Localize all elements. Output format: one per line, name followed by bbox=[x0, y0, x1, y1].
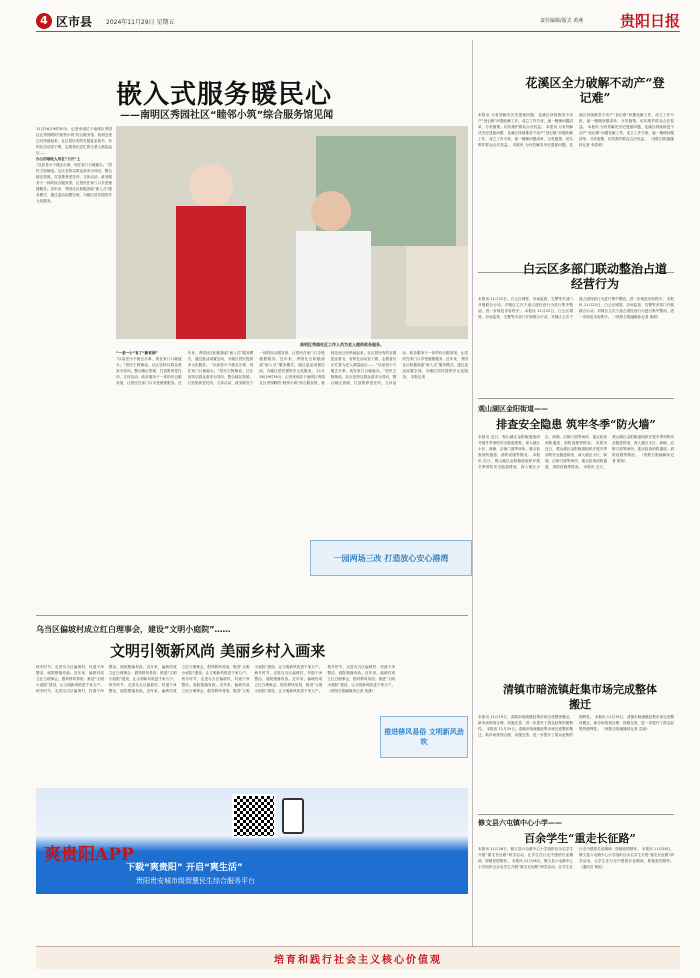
story3-body: 本报讯 11月22日，白云区城管、市场监管、交警等多部门开展联合行动，对辖区主次干道占道经营行为进行集中整治，进一步规范市容秩序。 本报讯 11月22日，白云区城管、市场监管、交警等多部门开展联合行动，对辖区主次干道占道经营行为进行集中整治，进一步规范市容秩序。 本报讯 11月22日，白云区城管、市场监管、交警等多部门开展联合行动，对辖区主次干道占道经营行为进行集中整治，进一步规范市容秩序。 （贵阳日报融媒体记者 黄娟） bbox=[478, 297, 674, 319]
story3-byline: （贵阳日报融媒体记者 黄娟） bbox=[612, 315, 661, 319]
story5-banner-text: 推进移风易俗 文明新风劲吹 bbox=[384, 728, 464, 746]
phone-icon bbox=[282, 798, 304, 834]
qr-code bbox=[232, 794, 276, 838]
story1-byline: 本报记者 bbox=[410, 375, 426, 379]
story1-columns: “一老一小”有了“新家园” “以前老小不便去办事，现在家门口就能办。”居民王阿姨说。社区坚持以群众需求为导向，整合辖区资源，打造集养老托幼、文体活动、政务服务于一体的综合服务馆，让居民在家门口享受便捷服务。近年来，秀园社区积极探索“嵌入式”服务模式，通过盘活闲置空间，为辖区居民提供多元化服务。 “以前老小不便去办事，现在家门口就能办。”居民王阿姨说。社区坚持以群众需求为导向，整合辖区资源，打造集养老托幼、文体活动、政务服务于一体的综合服务馆，让居民在家门口享受便捷服务。近年来，秀园社区积极探索“嵌入式”服务模式，通过盘活闲置空间，为辖区居民提供多元化服务。 11月26日9时30分，记者来到位于南明区秀园社区秀园路的“睦邻小筑”综合服务馆，看到这里已经热闹起来。社区居民有的在阅览室看书，有的在活动室下棋，志愿者们正忙着为老人测量血压…… “以前老小不便去办事，现在家门口就能办。”居民王阿姨说。社区坚持以群众需求为导向，整合辖区资源，打造集养老托幼、文体活动、政务服务于一体的综合服务馆，让居民在家门口享受便捷服务。近年来，秀园社区积极探索“嵌入式”服务模式，通过盘活闲置空间，为辖区居民提供多元化服务。 本报记者 bbox=[116, 351, 468, 385]
story1-title: 嵌入式服务暖民心 bbox=[116, 80, 333, 110]
header-rule bbox=[36, 31, 680, 32]
story5-byline: （贵阳日报融媒体记者 刘潇） bbox=[327, 689, 376, 693]
story1-bottom-rule bbox=[36, 615, 468, 616]
story3-title: 白云区多部门联动整治占道经营行为 bbox=[522, 262, 667, 291]
story5-banner bbox=[380, 716, 468, 758]
newspaper-logo: 贵阳日报 bbox=[620, 12, 681, 30]
story7-body: 本报讯 11月28日，修文县六屯镇中心小学组织百余名学生开展“重走长征路”研学活动，让学生在行走中感悟长征精神，厚植爱国情怀。 本报讯 11月28日，修文县六屯镇中心小学组织百余名学生开展“重走长征路”研学活动，让学生在行走中感悟长征精神，厚植爱国情怀。 本报讯 11月28日，修文县六屯镇中心小学组织百余名学生开展“重走长征路”研学活动，让学生在行走中感悟长征精神，厚植爱国情怀。 （通讯员 柯虹） bbox=[478, 847, 674, 869]
story1-caption: 南明区秀园社区工作人员为老人提供政务服务。 bbox=[300, 342, 384, 347]
story3-bottom-rule bbox=[478, 398, 674, 399]
footer-banner-text: 培育和践行社会主义核心价值观 bbox=[274, 954, 442, 966]
story7-byline: （通讯员 柯虹） bbox=[579, 865, 606, 869]
editor-credit: 责任编辑/版式 黄燕 bbox=[540, 18, 584, 24]
community-service-photo bbox=[116, 126, 468, 339]
issue-date: 2024年11月29日 星期五 bbox=[106, 19, 175, 26]
right-column-divider bbox=[472, 40, 473, 960]
story7-kicker: 修文县六屯镇中心小学—— bbox=[478, 819, 562, 827]
section-name: 区市县 bbox=[56, 15, 93, 29]
ad-line2: 贵阳贵安城市级智慧民生综合服务平台 bbox=[136, 877, 255, 885]
story7-title: 百余学生“重走长征路” bbox=[524, 832, 636, 845]
ad-line1: 下载“爽贵阳” 开启“爽生活” bbox=[126, 863, 243, 873]
story6-title: 清镇市暗流镇赶集市场完成整体搬迁 bbox=[503, 683, 657, 711]
story4-banner bbox=[310, 540, 472, 576]
story1-subhead2: “一老一小”有了“新家园” bbox=[116, 351, 158, 355]
app-advertisement[interactable] bbox=[36, 788, 468, 894]
story4-body: 本报讯 近日，观山湖区金阳街道组织开展冬季消防安全隐患排查，深入辖区小区、商铺、沿街门面等场所，重点检查消防通道、消防设施等情况。 本报讯 近日，观山湖区金阳街道组织开展冬季消防安全隐患排查，深入辖区小区、商铺、沿街门面等场所，重点检查消防通道、消防设施等情况。 本报讯 近日，观山湖区金阳街道组织开展冬季消防安全隐患排查，深入辖区小区、商铺、沿街门面等场所，重点检查消防通道、消防设施等情况。 本报讯 近日，观山湖区金阳街道组织开展冬季消防安全隐患排查，深入辖区小区、商铺、沿街门面等场所，重点检查消防通道、消防设施等情况。 （贵阳日报融媒体记者 蒋伟） bbox=[478, 435, 674, 469]
story6-byline: （贵阳日报融媒体记者 袁茜） bbox=[601, 727, 650, 731]
page-header bbox=[20, 10, 680, 32]
story2-byline: （贵阳日报融媒体记者 李春莉） bbox=[579, 137, 674, 147]
story1-photo bbox=[116, 126, 468, 339]
story4-banner-text: 一园两场三改 打造放心安心港湾 bbox=[333, 553, 449, 563]
page-number-badge: 4 bbox=[36, 13, 52, 29]
story4-title: 排查安全隐患 筑牢冬季“防火墙” bbox=[496, 418, 656, 431]
story6-bottom-rule bbox=[478, 814, 674, 815]
story4-kicker: 观山湖区金阳街道—— bbox=[478, 405, 548, 413]
story1-subtitle: ——南明区秀园社区“睦邻小筑”综合服务馆见闻 bbox=[120, 110, 334, 121]
ad-title: 爽贵阳APP bbox=[44, 845, 134, 865]
story5-title: 文明引领新风尚 美丽乡村入画来 bbox=[110, 642, 326, 660]
story5-kicker: 乌当区偏坡村成立红白理事会，建设“文明小庭院”…… bbox=[36, 625, 231, 634]
story1-intro: 11月26日9时30分，记者来到位于南明区秀园社区秀园路的“睦邻小筑”综合服务馆，看到这里已经热闹起来。社区居民有的在阅览室看书，有的在活动室下棋，志愿者们正忙着为老人测量血压…… 办公用地收入用在“刀刃”上 “以前老小不便去办事，现在家门口就能办。”居民王阿姨说。社区坚持以群众需求为导向，整合辖区资源，打造集养老托幼、文体活动、政务服务于一体的综合服务馆，让居民在家门口享受便捷服务。近年来，秀园社区积极探索“嵌入式”服务模式，通过盘活闲置空间，为辖区居民提供多元化服务。 bbox=[36, 127, 112, 203]
story1-subhead1: 办公用地收入用在“刀刃”上 bbox=[36, 157, 81, 161]
story5-body: 秋冬时节，走进乌当区偏坡村，村道干净整洁，庭院错落有致。近年来，偏坡村成立红白理事会，倡导移风易俗，推进“文明小庭院”建设，让文明新风吹进千家万户。 秋冬时节，走进乌当区偏坡村，村道干净整洁，庭院错落有致。近年来，偏坡村成立红白理事会，倡导移风易俗，推进“文明小庭院”建设，让文明新风吹进千家万户。 秋冬时节，走进乌当区偏坡村，村道干净整洁，庭院错落有致。近年来，偏坡村成立红白理事会，倡导移风易俗，推进“文明小庭院”建设，让文明新风吹进千家万户。 秋冬时节，走进乌当区偏坡村，村道干净整洁，庭院错落有致。近年来，偏坡村成立红白理事会，倡导移风易俗，推进“文明小庭院”建设，让文明新风吹进千家万户。 秋冬时节，走进乌当区偏坡村，村道干净整洁，庭院错落有致。近年来，偏坡村成立红白理事会，倡导移风易俗，推进“文明小庭院”建设，让文明新风吹进千家万户。 秋冬时节，走进乌当区偏坡村，村道干净整洁，庭院错落有致。近年来，偏坡村成立红白理事会，倡导移风易俗，推进“文明小庭院”建设，让文明新风吹进千家万户。 （贵阳日报融媒体记者 刘潇） bbox=[36, 665, 396, 693]
story2-body: 本报讯 为有效解决历史遗留问题，花溪区持续推进不动产“登记难”问题化解工作，成立工作专班，逐一梳理问题清单，分类施策，切实维护群众合法权益。 本报讯 为有效解决历史遗留问题，花溪区持续推进不动产“登记难”问题化解工作，成立工作专班，逐一梳理问题清单，分类施策，切实维护群众合法权益。 本报讯 为有效解决历史遗留问题，花溪区持续推进不动产“登记难”问题化解工作，成立工作专班，逐一梳理问题清单，分类施策，切实维护群众合法权益。 本报讯 为有效解决历史遗留问题，花溪区持续推进不动产“登记难”问题化解工作，成立工作专班，逐一梳理问题清单，分类施策，切实维护群众合法权益。 （贵阳日报融媒体记者 李春莉） bbox=[478, 113, 674, 147]
story2-title: 花溪区全力破解不动产“登记难” bbox=[525, 76, 665, 105]
story6-body: 本报讯 11月19日，清镇市暗流镇赶集市场完成整体搬迁，新市场规划合理、设施完善，进一步提升了群众赶集的便利性。 本报讯 11月19日，清镇市暗流镇赶集市场完成整体搬迁，新市场规划合理、设施完善，进一步提升了群众赶集的便利性。 本报讯 11月19日，清镇市暗流镇赶集市场完成整体搬迁，新市场规划合理、设施完善，进一步提升了群众赶集的便利性。 （贵阳日报融媒体记者 袁茜） bbox=[478, 715, 674, 737]
footer-banner bbox=[36, 946, 680, 969]
story4-byline: （贵阳日报融媒体记者 蒋伟） bbox=[612, 453, 674, 463]
